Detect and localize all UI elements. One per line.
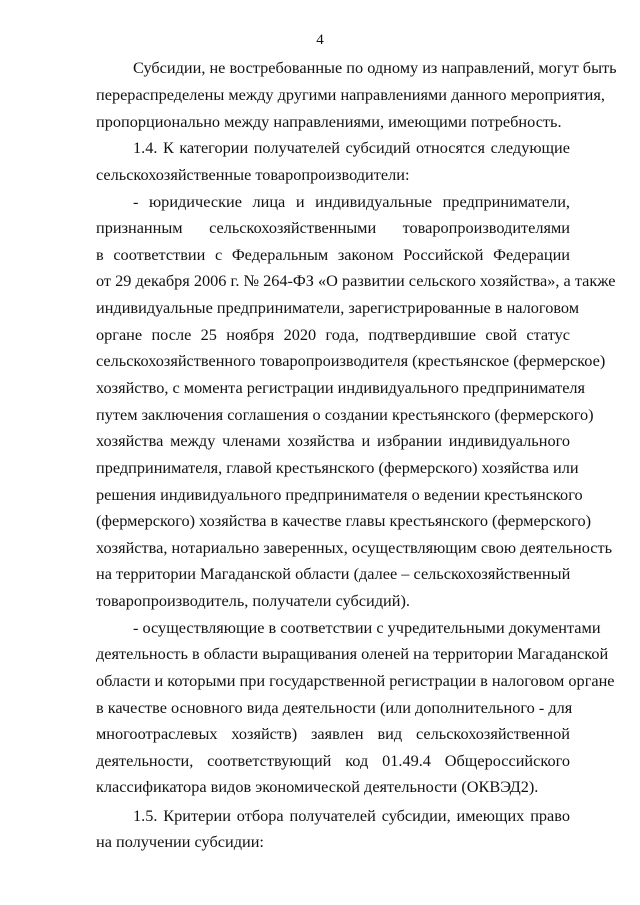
- page-number: 4: [316, 32, 324, 48]
- text-line: 1.5. Критерии отбора получателей субсидии, имеющих право: [133, 806, 570, 825]
- text-line: от 29 декабря 2006 г. № 264-ФЗ «О развитии сельского хозяйства», а также: [96, 271, 616, 290]
- text-line: хозяйства между членами хозяйства и избрании индивидуального: [96, 431, 570, 450]
- text-line: хозяйства, нотариально заверенных, осуществляющим свою деятельность: [96, 538, 613, 557]
- text-line: Субсидии, не востребованные по одному из направлений, могут быть: [133, 58, 617, 77]
- text-line: классификатора видов экономической деятельности (ОКВЭД2).: [96, 777, 539, 796]
- text-line: на получении субсидии:: [96, 832, 264, 851]
- text-line: пропорционально между направлениями, имеющими потребность.: [96, 112, 562, 131]
- text-line: деятельности, соответствующий код 01.49.4 Общероссийского: [96, 751, 570, 770]
- text-line: сельскохозяйственного товаропроизводителя (крестьянское (фермерское): [96, 351, 606, 370]
- text-line: решения индивидуального предпринимателя о ведении крестьянского: [96, 485, 583, 504]
- text-line: признанным сельскохозяйственными товаропроизводителями: [96, 218, 570, 237]
- text-line: путем заключения соглашения о создании крестьянского (фермерского): [96, 405, 594, 424]
- text-line: деятельность в области выращивания оленей на территории Магаданской: [96, 644, 609, 663]
- text-line: многоотраслевых хозяйств) заявлен вид сельскохозяйственной: [96, 724, 570, 743]
- text-line: товаропроизводитель, получатели субсидий).: [96, 591, 410, 610]
- text-line: предпринимателя, главой крестьянского (фермерского) хозяйства или: [96, 458, 579, 477]
- text-line: области и которыми при государственной регистрации в налоговом органе: [96, 671, 615, 690]
- text-line: на территории Магаданской области (далее – сельскохозяйственный: [96, 564, 571, 583]
- text-line: сельскохозяйственные товаропроизводители:: [96, 165, 410, 184]
- text-line: органе после 25 ноября 2020 года, подтвердившие свой статус: [96, 325, 570, 344]
- text-line: индивидуальные предприниматели, зарегистрированные в налоговом: [96, 298, 580, 317]
- text-line: (фермерского) хозяйства в качестве главы крестьянского (фермерского): [96, 511, 592, 530]
- text-line: - юридические лица и индивидуальные предприниматели,: [133, 192, 570, 211]
- text-line: в качестве основного вида деятельности (или дополнительного - для: [96, 698, 573, 717]
- text-line: хозяйство, с момента регистрации индивидуального предпринимателя: [96, 378, 586, 397]
- text-line: - осуществляющие в соответствии с учредительными документами: [133, 618, 601, 637]
- text-line: 1.4. К категории получателей субсидий относятся следующие: [133, 138, 570, 157]
- text-line: в соответствии с Федеральным законом Российской Федерации: [96, 245, 570, 264]
- text-line: перераспределены между другими направлениями данного мероприятия,: [96, 85, 605, 104]
